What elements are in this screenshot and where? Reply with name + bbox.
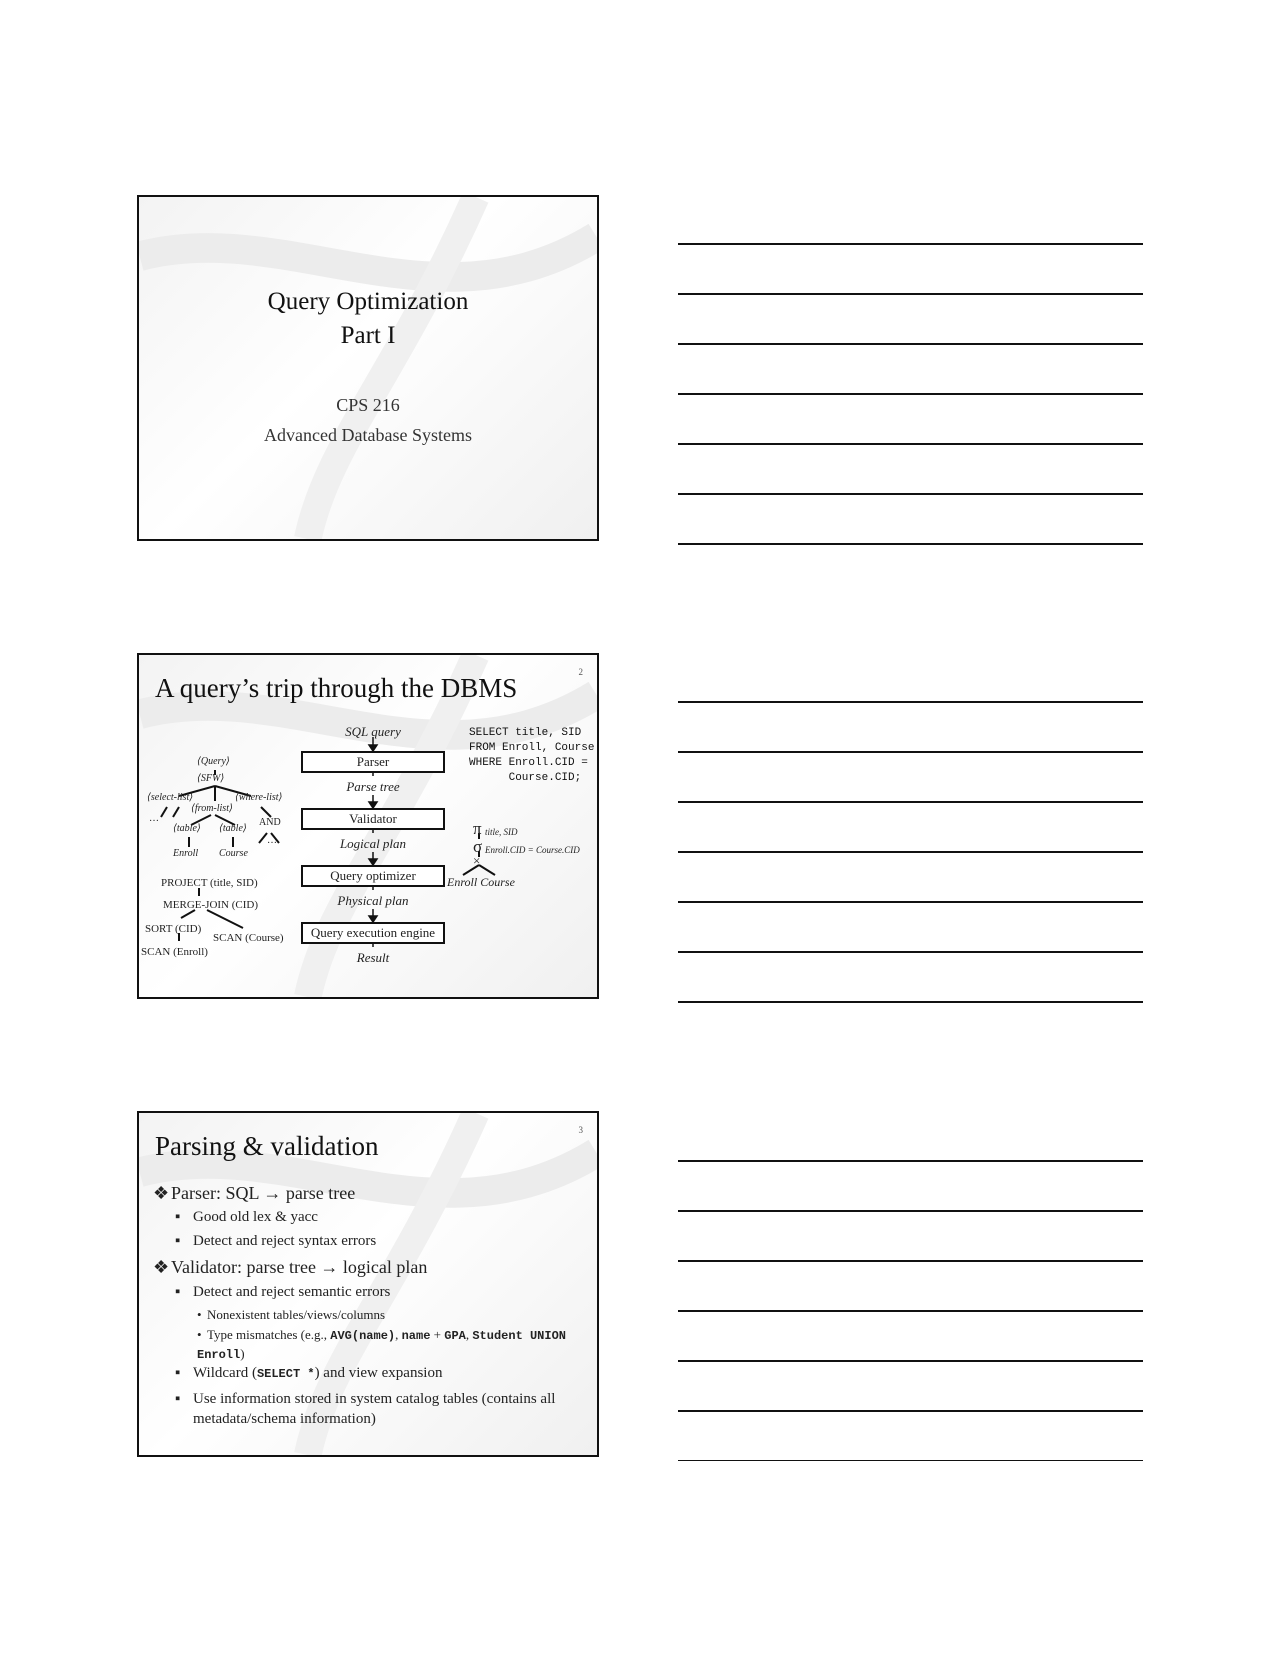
square-bullet-icon: ▪	[175, 1391, 181, 1407]
pi-symbol: π	[473, 819, 482, 838]
cross-product-symbol: ×	[473, 853, 481, 868]
diamond-bullet-icon: ❖	[153, 1183, 170, 1203]
label-physical-plan: Physical plan	[337, 893, 409, 908]
note-line	[678, 801, 1143, 803]
tree-course: Course	[219, 848, 248, 859]
slide-2	[137, 653, 599, 999]
note-line	[678, 1310, 1143, 1312]
code-avg-name: AVG(name)	[330, 1329, 396, 1343]
note-line	[678, 851, 1143, 853]
code-select-star: SELECT *	[256, 1367, 315, 1381]
bullet-nonexistent	[153, 1307, 587, 1323]
text-part: )	[240, 1346, 245, 1361]
bullet-validator	[153, 1257, 587, 1278]
note-line	[678, 393, 1143, 395]
course-code: CPS 216	[336, 395, 400, 415]
tree-where-list: ⟨where-list⟩	[235, 792, 283, 803]
square-bullet-icon: ▪	[175, 1284, 181, 1300]
bullet-syntax-errors	[153, 1233, 587, 1250]
tree-table-1: ⟨table⟩	[173, 823, 201, 834]
note-line	[678, 951, 1143, 953]
text-part: ) and view expansion	[314, 1365, 443, 1381]
text-part: ,	[395, 1327, 399, 1342]
tree-and: AND	[259, 817, 281, 828]
bullet-wildcard	[153, 1365, 587, 1382]
tree-table-2: ⟨table⟩	[219, 823, 247, 834]
code-student-union-enroll: Student UNION Enroll	[197, 1329, 566, 1362]
plan-project: PROJECT (title, SID)	[161, 877, 258, 889]
slide-3	[137, 1111, 599, 1457]
bullet-text: Detect and reject semantic errors	[193, 1284, 391, 1300]
label-result: Result	[356, 950, 390, 965]
note-line	[678, 751, 1143, 753]
plan-merge-join: MERGE-JOIN (CID)	[163, 899, 259, 911]
plan-sort: SORT (CID)	[145, 923, 202, 935]
dot-bullet-icon: •	[197, 1327, 202, 1342]
tree-sfw: ⟨SFW⟩	[197, 773, 225, 784]
parser-box: Parser	[301, 751, 445, 773]
note-line	[678, 1260, 1143, 1262]
note-line	[678, 543, 1143, 545]
note-line	[678, 1360, 1143, 1362]
note-line	[678, 243, 1143, 245]
tree-from-list: ⟨from-list⟩	[191, 803, 233, 814]
bullet-text: Parser: SQL → parse tree	[171, 1183, 356, 1203]
slide-number: 2	[578, 667, 583, 677]
tree-enroll: Enroll	[173, 848, 199, 859]
tree-select-list: ⟨select-list⟩	[147, 792, 194, 803]
engine-box: Query execution engine	[301, 922, 445, 944]
bullet-catalog	[153, 1389, 587, 1429]
bullet-text: Good old lex & yacc	[193, 1209, 318, 1225]
text-part: +	[433, 1327, 441, 1342]
bullet-text: Detect and reject syntax errors	[193, 1233, 377, 1249]
label-sql-query: SQL query	[345, 724, 401, 739]
bullet-text: Nonexistent tables/views/columns	[207, 1307, 386, 1322]
title-line-1: Query Optimization	[267, 288, 469, 315]
logical-leaves: Enroll Course	[447, 875, 515, 889]
text-part: Wildcard (	[193, 1365, 257, 1381]
note-line	[678, 1001, 1143, 1003]
background-swirl	[139, 197, 597, 539]
note-line	[678, 1410, 1143, 1412]
validator-box: Validator	[301, 808, 445, 830]
tree-query: ⟨Query⟩	[197, 756, 230, 767]
square-bullet-icon: ▪	[175, 1365, 181, 1381]
note-line	[678, 901, 1143, 903]
plan-scan-course: SCAN (Course)	[213, 932, 284, 944]
code-gpa: GPA	[444, 1329, 466, 1343]
slide-number: 3	[578, 1125, 583, 1135]
note-line	[678, 1460, 1143, 1461]
plan-scan-enroll: SCAN (Enroll)	[141, 946, 208, 958]
label-logical-plan: Logical plan	[339, 836, 407, 851]
slide-title: Parsing & validation	[155, 1131, 379, 1161]
sql-code: SELECT title, SID FROM Enroll, Course WHERE Enroll.CID = Course.CID;	[469, 727, 595, 784]
text-part: Type mismatches (e.g.,	[207, 1327, 328, 1342]
bullet-lex-yacc	[153, 1209, 587, 1226]
note-line	[678, 701, 1143, 703]
note-line	[678, 1210, 1143, 1212]
slide-title	[139, 285, 597, 353]
diamond-bullet-icon: ❖	[153, 1257, 170, 1277]
bullet-semantic-errors	[153, 1284, 587, 1301]
square-bullet-icon: ▪	[175, 1233, 181, 1249]
optimizer-box: Query optimizer	[301, 865, 445, 887]
note-line	[678, 493, 1143, 495]
bullet-text: Use information stored in system catalog tables (contains all metadata/schema information)	[193, 1391, 556, 1427]
tree-ellipsis: …	[149, 813, 159, 824]
note-line	[678, 443, 1143, 445]
code-name: name	[401, 1329, 431, 1343]
square-bullet-icon: ▪	[175, 1209, 181, 1225]
note-line	[678, 1160, 1143, 1162]
bullet-text: Validator: parse tree → logical plan	[171, 1257, 428, 1277]
sigma-subscript: Enroll.CID = Course.CID	[485, 845, 580, 855]
label-parse-tree: Parse tree	[346, 779, 400, 794]
slide-title: A query’s trip through the DBMS	[155, 673, 518, 703]
title-line-2: Part I	[340, 322, 396, 349]
bullet-parser	[153, 1183, 587, 1204]
note-line	[678, 343, 1143, 345]
bullet-type-mismatch	[153, 1326, 587, 1364]
course-name: Advanced Database Systems	[264, 425, 472, 445]
dot-bullet-icon: •	[197, 1307, 202, 1322]
note-line	[678, 293, 1143, 295]
sigma-symbol: σ	[473, 837, 483, 856]
tree-ellipsis-2: …	[267, 835, 277, 846]
slide-1	[137, 195, 599, 541]
text-part: ,	[465, 1327, 470, 1342]
pi-subscript: title, SID	[485, 827, 518, 837]
